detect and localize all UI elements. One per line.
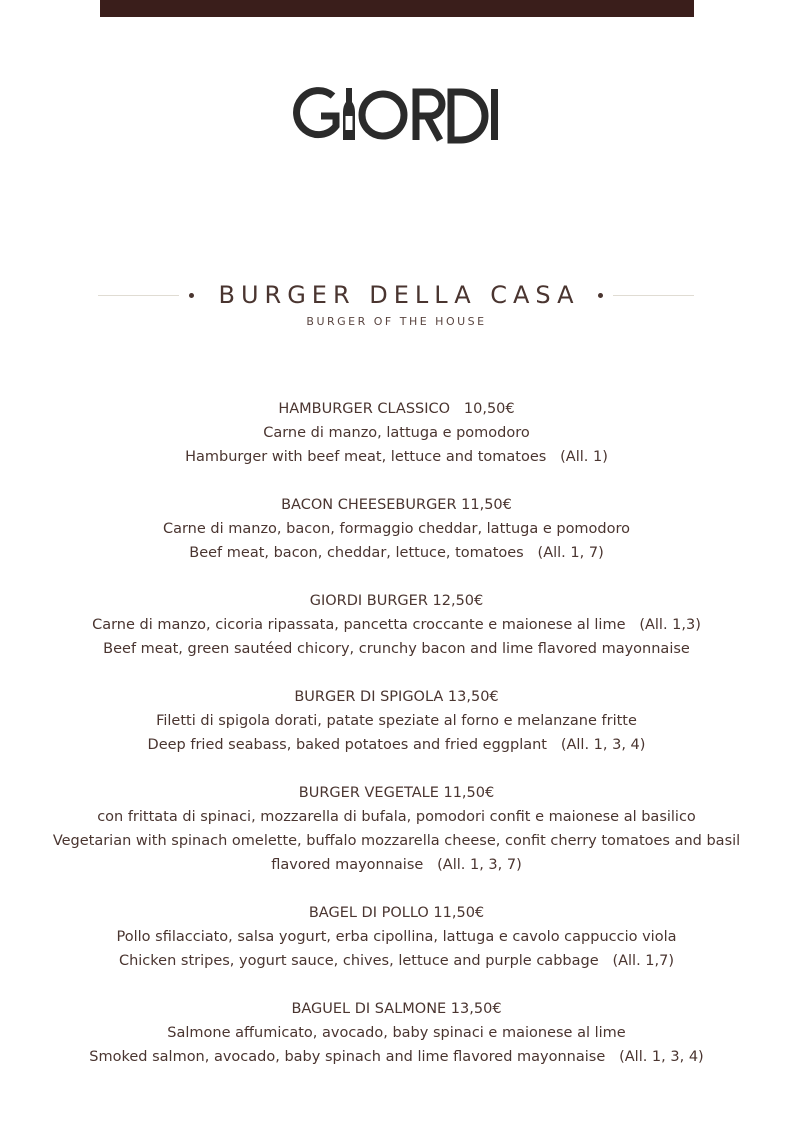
giordi-logo <box>0 82 793 152</box>
menu-item <box>0 397 793 469</box>
section-subtitle: BURGER OF THE HOUSE <box>306 315 487 328</box>
divider-left <box>98 295 179 296</box>
item-description-it: Salmone affumicato, avocado, baby spinaci e maionese al lime <box>167 1025 626 1041</box>
menu-item <box>0 901 793 973</box>
item-description-it: Carne di manzo, bacon, formaggio cheddar, lattuga e pomodoro <box>162 521 631 537</box>
item-description-en: Beef meat, bacon, cheddar, lettuce, tomatoes (All. 1, 7) <box>189 545 604 561</box>
item-description-en: Hamburger with beef meat, lettuce and tomatoes (All. 1) <box>185 449 608 465</box>
item-title: BURGER DI SPIGOLA 13,50€ <box>294 689 499 705</box>
top-bar <box>100 0 694 17</box>
item-title: BAGEL DI POLLO 11,50€ <box>308 905 485 921</box>
menu-list <box>0 397 793 1093</box>
item-description-it: Pollo sfilacciato, salsa yogurt, erba cipollina, lattuga e cavolo cappuccio viola <box>116 929 677 945</box>
item-description-it: Carne di manzo, cicoria ripassata, pancetta croccante e maionese al lime (All. 1,3) <box>92 617 701 633</box>
item-description-en: Smoked salmon, avocado, baby spinach and lime flavored mayonnaise (All. 1, 3, 4) <box>89 1049 704 1065</box>
menu-item <box>0 589 793 661</box>
item-description-en: Chicken stripes, yogurt sauce, chives, lettuce and purple cabbage (All. 1,7) <box>118 953 675 969</box>
item-title: BAGUEL DI SALMONE 13,50€ <box>291 1001 502 1017</box>
menu-item <box>0 493 793 565</box>
menu-item <box>0 685 793 757</box>
menu-item <box>0 997 793 1069</box>
item-title: GIORDI BURGER 12,50€ <box>309 593 484 609</box>
bullet-dot-right <box>598 293 603 298</box>
section-title: BURGER DELLA CASA <box>218 281 580 309</box>
item-description-it: Carne di manzo, lattuga e pomodoro <box>263 425 530 441</box>
menu-item <box>0 781 793 877</box>
divider-right <box>613 295 694 296</box>
item-description-en: Beef meat, green sautéed chicory, crunchy bacon and lime flavored mayonnaise <box>103 641 690 657</box>
section-title-wrap <box>179 281 612 309</box>
section-header <box>98 278 694 312</box>
item-description-it: Filetti di spigola dorati, patate speziate al forno e melanzane fritte <box>156 713 637 729</box>
item-description-en: Vegetarian with spinach omelette, buffalo mozzarella cheese, confit cherry tomatoes and basil flavored mayonnaise (All. 1, 3, 7) <box>52 833 745 873</box>
item-description-en: Deep fried seabass, baked potatoes and fried eggplant (All. 1, 3, 4) <box>147 737 646 753</box>
item-description-it: con frittata di spinaci, mozzarella di bufala, pomodori confit e maionese al basilico <box>97 809 696 825</box>
logo-graphic <box>291 82 503 146</box>
item-title: HAMBURGER CLASSICO 10,50€ <box>278 401 515 417</box>
item-title: BURGER VEGETALE 11,50€ <box>298 785 495 801</box>
item-title: BACON CHEESEBURGER 11,50€ <box>281 497 512 513</box>
